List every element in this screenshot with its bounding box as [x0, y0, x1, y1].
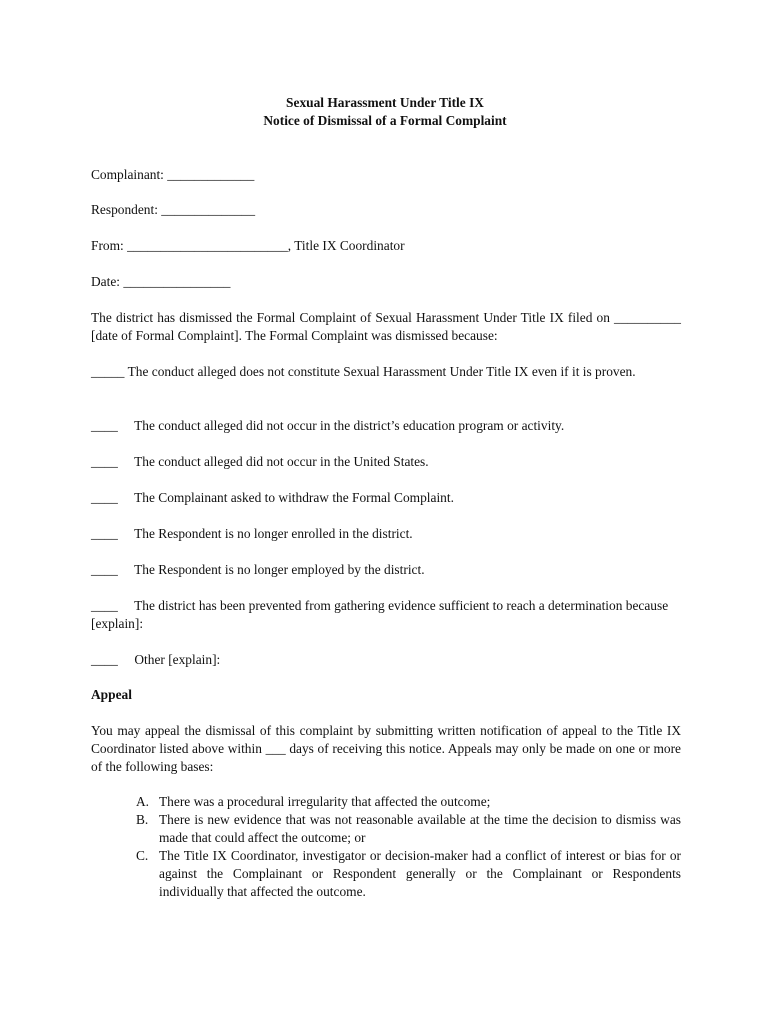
appeal-paragraph: You may appeal the dismissal of this complaint by submitting written notification of appeal to the Title IX Coordinator listed above within ___ days of receiving this notice. Appeals may only be made on one or more of the following bases: — [91, 723, 681, 774]
base-text: The Title IX Coordinator, investigator or decision-maker had a conflict of interest or bias for or against the Complainant or Respondent generally or the Complainant or Respondents individually that affected the outcome. — [159, 848, 681, 899]
appeal-base-item — [136, 847, 681, 901]
option-other — [91, 651, 681, 669]
appeal-heading: Appeal — [91, 687, 132, 702]
complainant-field: Complainant: _____________ — [91, 167, 255, 182]
base-text: There was a procedural irregularity that affected the outcome; — [159, 794, 491, 809]
from-field: From: ________________________, Title IX Coordinator — [91, 238, 405, 253]
option-text: Other [explain]: — [134, 652, 221, 667]
base-letter: C. — [136, 848, 149, 863]
option-not-in-us — [91, 453, 681, 471]
respondent-field: Respondent: ______________ — [91, 202, 256, 217]
title-line-1: Sexual Harassment Under Title IX — [286, 95, 484, 110]
option-prevented-evidence — [91, 597, 681, 633]
option-not-title-ix: _____ The conduct alleged does not constitute Sexual Harassment Under Title IX even if it is proven. — [91, 364, 636, 379]
option-text: The Respondent is no longer enrolled in the district. — [134, 526, 413, 541]
option-blank: ____ — [91, 526, 118, 541]
option-text: The Complainant asked to withdraw the Formal Complaint. — [134, 490, 454, 505]
appeal-bases-list — [136, 793, 681, 901]
appeal-base-item — [136, 811, 681, 847]
option-blank: ____ — [91, 562, 118, 577]
option-not-in-program — [91, 417, 681, 435]
appeal-base-item — [136, 793, 681, 811]
option-text: The Respondent is no longer employed by the district. — [134, 562, 425, 577]
date-field: Date: ________________ — [91, 274, 231, 289]
option-blank: ____ — [91, 454, 118, 469]
option-blank: ____ — [91, 598, 118, 613]
option-blank: ____ — [91, 652, 118, 667]
option-not-employed — [91, 561, 681, 579]
option-text: The district has been prevented from gathering evidence sufficient to reach a determination because [explain]: — [91, 598, 669, 631]
option-withdraw — [91, 489, 681, 507]
title-line-2: Notice of Dismissal of a Formal Complaint — [263, 113, 507, 128]
option-text: The conduct alleged did not occur in the United States. — [134, 454, 429, 469]
option-blank: ____ — [91, 490, 118, 505]
option-not-enrolled — [91, 525, 681, 543]
base-text: There is new evidence that was not reasonable available at the time the decision to dismiss was made that could affect the outcome; or — [159, 812, 681, 845]
base-letter: A. — [136, 794, 150, 809]
option-text: The conduct alleged did not occur in the district’s education program or activity. — [134, 418, 565, 433]
option-blank: ____ — [91, 418, 118, 433]
document-title — [0, 94, 770, 130]
intro-paragraph: The district has dismissed the Formal Complaint of Sexual Harassment Under Title IX filed on __________ [date of Formal Complaint]. The Formal Complaint was dismissed because: — [91, 310, 681, 343]
base-letter: B. — [136, 812, 149, 827]
